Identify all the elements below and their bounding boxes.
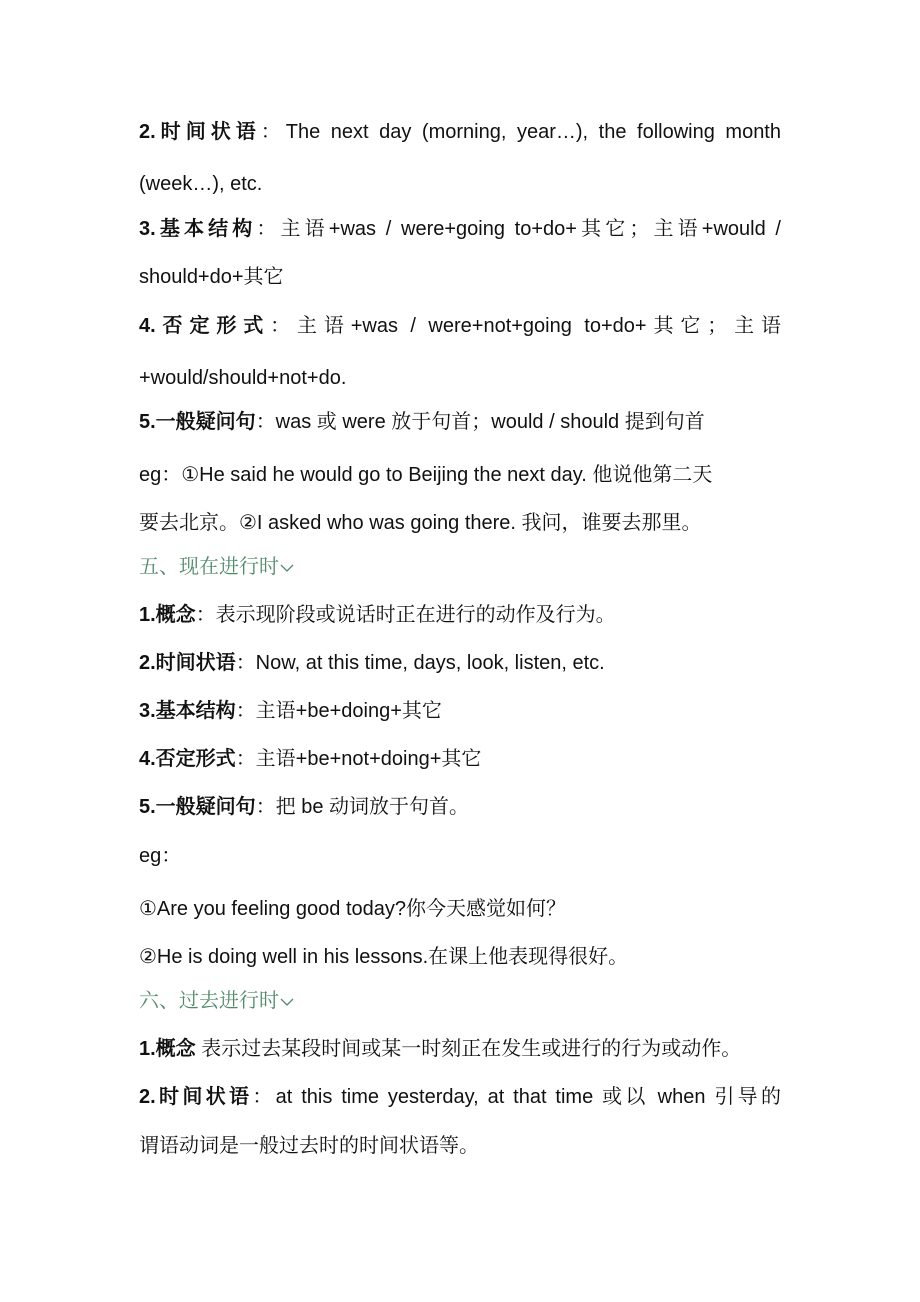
section-heading-present-continuous: [139, 555, 294, 579]
s5-item-5: [139, 795, 469, 819]
heading-text: 五、现在进行时: [139, 556, 279, 578]
item-text: ：主语+be+doing+其它: [235, 700, 442, 722]
chevron-down-icon: [280, 563, 294, 573]
item-text: ：was 或 were 放于句首；would / should 提到句首: [255, 411, 705, 433]
item-text: ：主语+be+not+doing+其它: [235, 748, 482, 770]
prev-item-2-cont: (week…), etc.: [139, 173, 263, 195]
item-label: 2.时间状语: [139, 121, 261, 143]
prev-example-1: eg：①He said he would go to Beijing the next day. 他说他第二天: [139, 464, 713, 486]
item-label: 1.概念: [139, 1038, 196, 1060]
item-label: 2.时间状语: [139, 1086, 253, 1108]
item-text: ：把 be 动词放于句首。: [255, 796, 470, 818]
prev-item-3: [139, 217, 781, 241]
item-label: 3.基本结构: [139, 700, 236, 722]
item-label: 5.一般疑问句: [139, 796, 256, 818]
prev-item-3-cont: should+do+其它: [139, 266, 284, 288]
prev-item-5: [139, 410, 705, 434]
item-label: 4.否定形式: [139, 748, 236, 770]
item-text: ：at this time yesterday, at that time 或以 when 引导的: [252, 1086, 781, 1108]
item-text: ：表示现阶段或说话时正在进行的动作及行为。: [195, 604, 616, 626]
item-text: 表示过去某段时间或某一时刻正在发生或进行的行为或动作。: [195, 1038, 742, 1060]
item-label: 1.概念: [139, 604, 196, 626]
chevron-down-icon: [280, 997, 294, 1007]
s5-example-1: ①Are you feeling good today?你今天感觉如何？: [139, 898, 567, 920]
item-text: ：The next day (morning, year…), the following month: [260, 121, 781, 143]
s6-item-1: [139, 1037, 741, 1061]
s5-item-3: [139, 699, 442, 723]
heading-text: 六、过去进行时: [139, 990, 279, 1012]
s6-item-2: [139, 1085, 781, 1109]
s6-item-2-cont: 谓语动词是一般过去时的时间状语等。: [139, 1135, 479, 1157]
item-text: ：主语+was / were+not+going to+do+其它；主语: [270, 315, 781, 337]
item-text: ：主语+was / were+going to+do+其它；主语+would /: [256, 218, 781, 240]
s5-example-2: ②He is doing well in his lessons.在课上他表现得很好。: [139, 946, 629, 968]
item-label: 2.时间状语: [139, 652, 236, 674]
s5-item-4: [139, 747, 481, 771]
item-text: ：Now, at this time, days, look, listen, etc.: [235, 652, 605, 674]
prev-example-2: 要去北京。②I asked who was going there. 我问，谁要去那里。: [139, 512, 702, 534]
item-label: 4.否定形式: [139, 315, 271, 337]
item-label: 5.一般疑问句: [139, 411, 256, 433]
item-label: 3.基本结构: [139, 218, 257, 240]
s5-eg-label: eg：: [139, 845, 182, 867]
s5-item-1: [139, 603, 616, 627]
s5-item-2: [139, 651, 605, 675]
prev-item-4: [139, 314, 781, 338]
prev-item-2: [139, 120, 781, 144]
prev-item-4-cont: +would/should+not+do.: [139, 367, 347, 389]
section-heading-past-continuous: [139, 989, 294, 1013]
